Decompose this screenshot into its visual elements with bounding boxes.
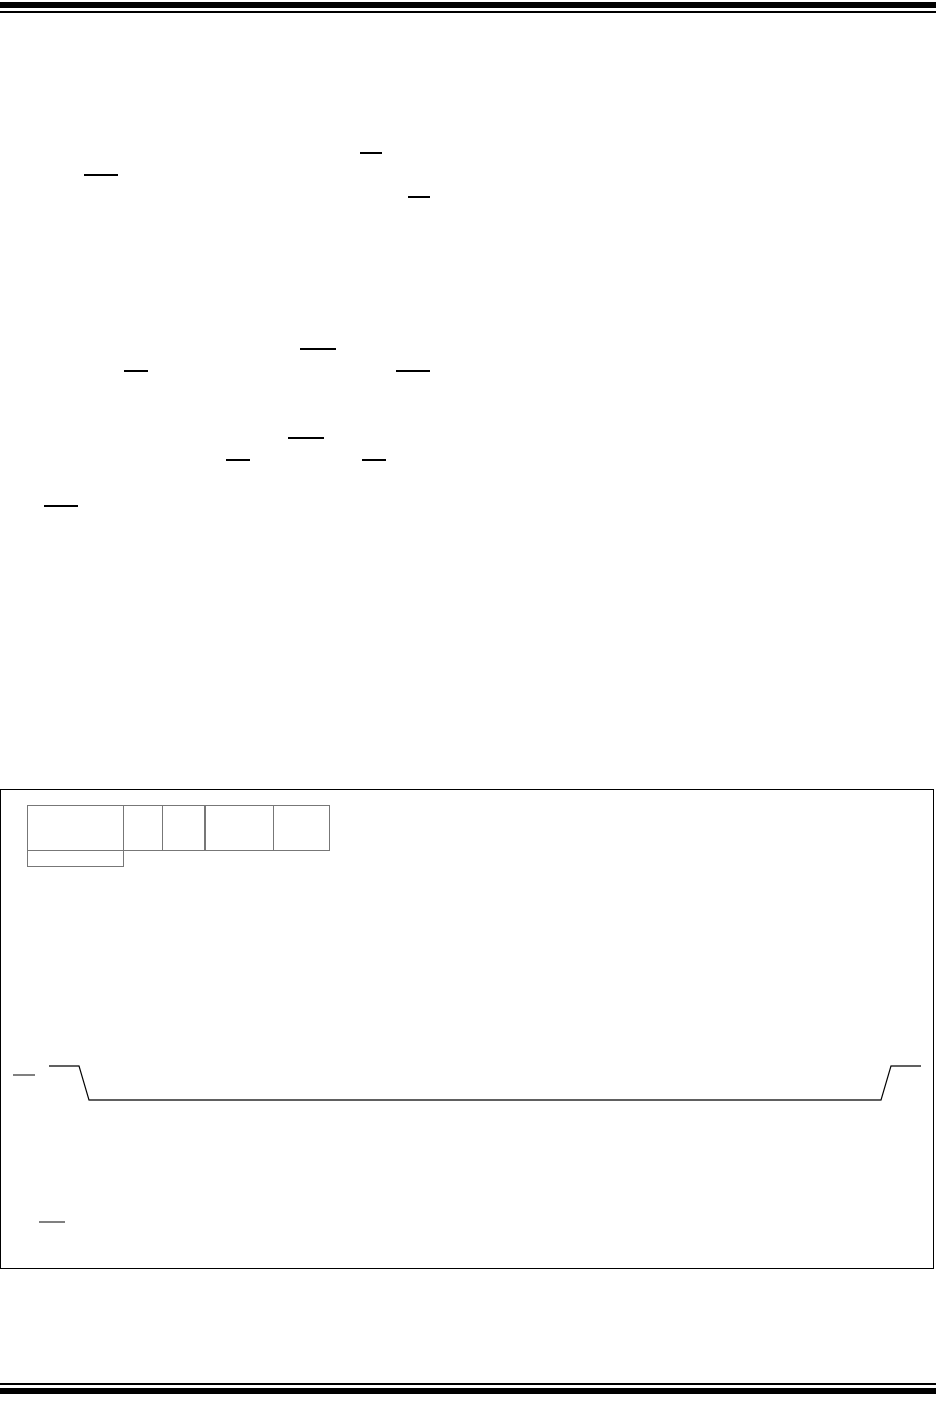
overbar-mark [84, 174, 118, 176]
timing-diagram [1, 790, 935, 1270]
top-rule-thin [0, 11, 936, 13]
overbar-mark [124, 370, 148, 372]
overbar-mark [226, 459, 250, 461]
overbar-mark [288, 437, 324, 439]
overbar-mark [300, 348, 336, 350]
bottom-rule-thin [0, 1383, 936, 1385]
overbar-mark [44, 505, 78, 507]
overbar-mark [396, 370, 430, 372]
overbar-mark [362, 459, 386, 461]
overbar-mark [408, 196, 430, 198]
output-code-figure [0, 789, 934, 1269]
overbar-mark [360, 152, 382, 154]
frame-signal [49, 1066, 921, 1100]
top-rule-thick [0, 2, 936, 8]
bottom-rule-thick [0, 1388, 936, 1394]
